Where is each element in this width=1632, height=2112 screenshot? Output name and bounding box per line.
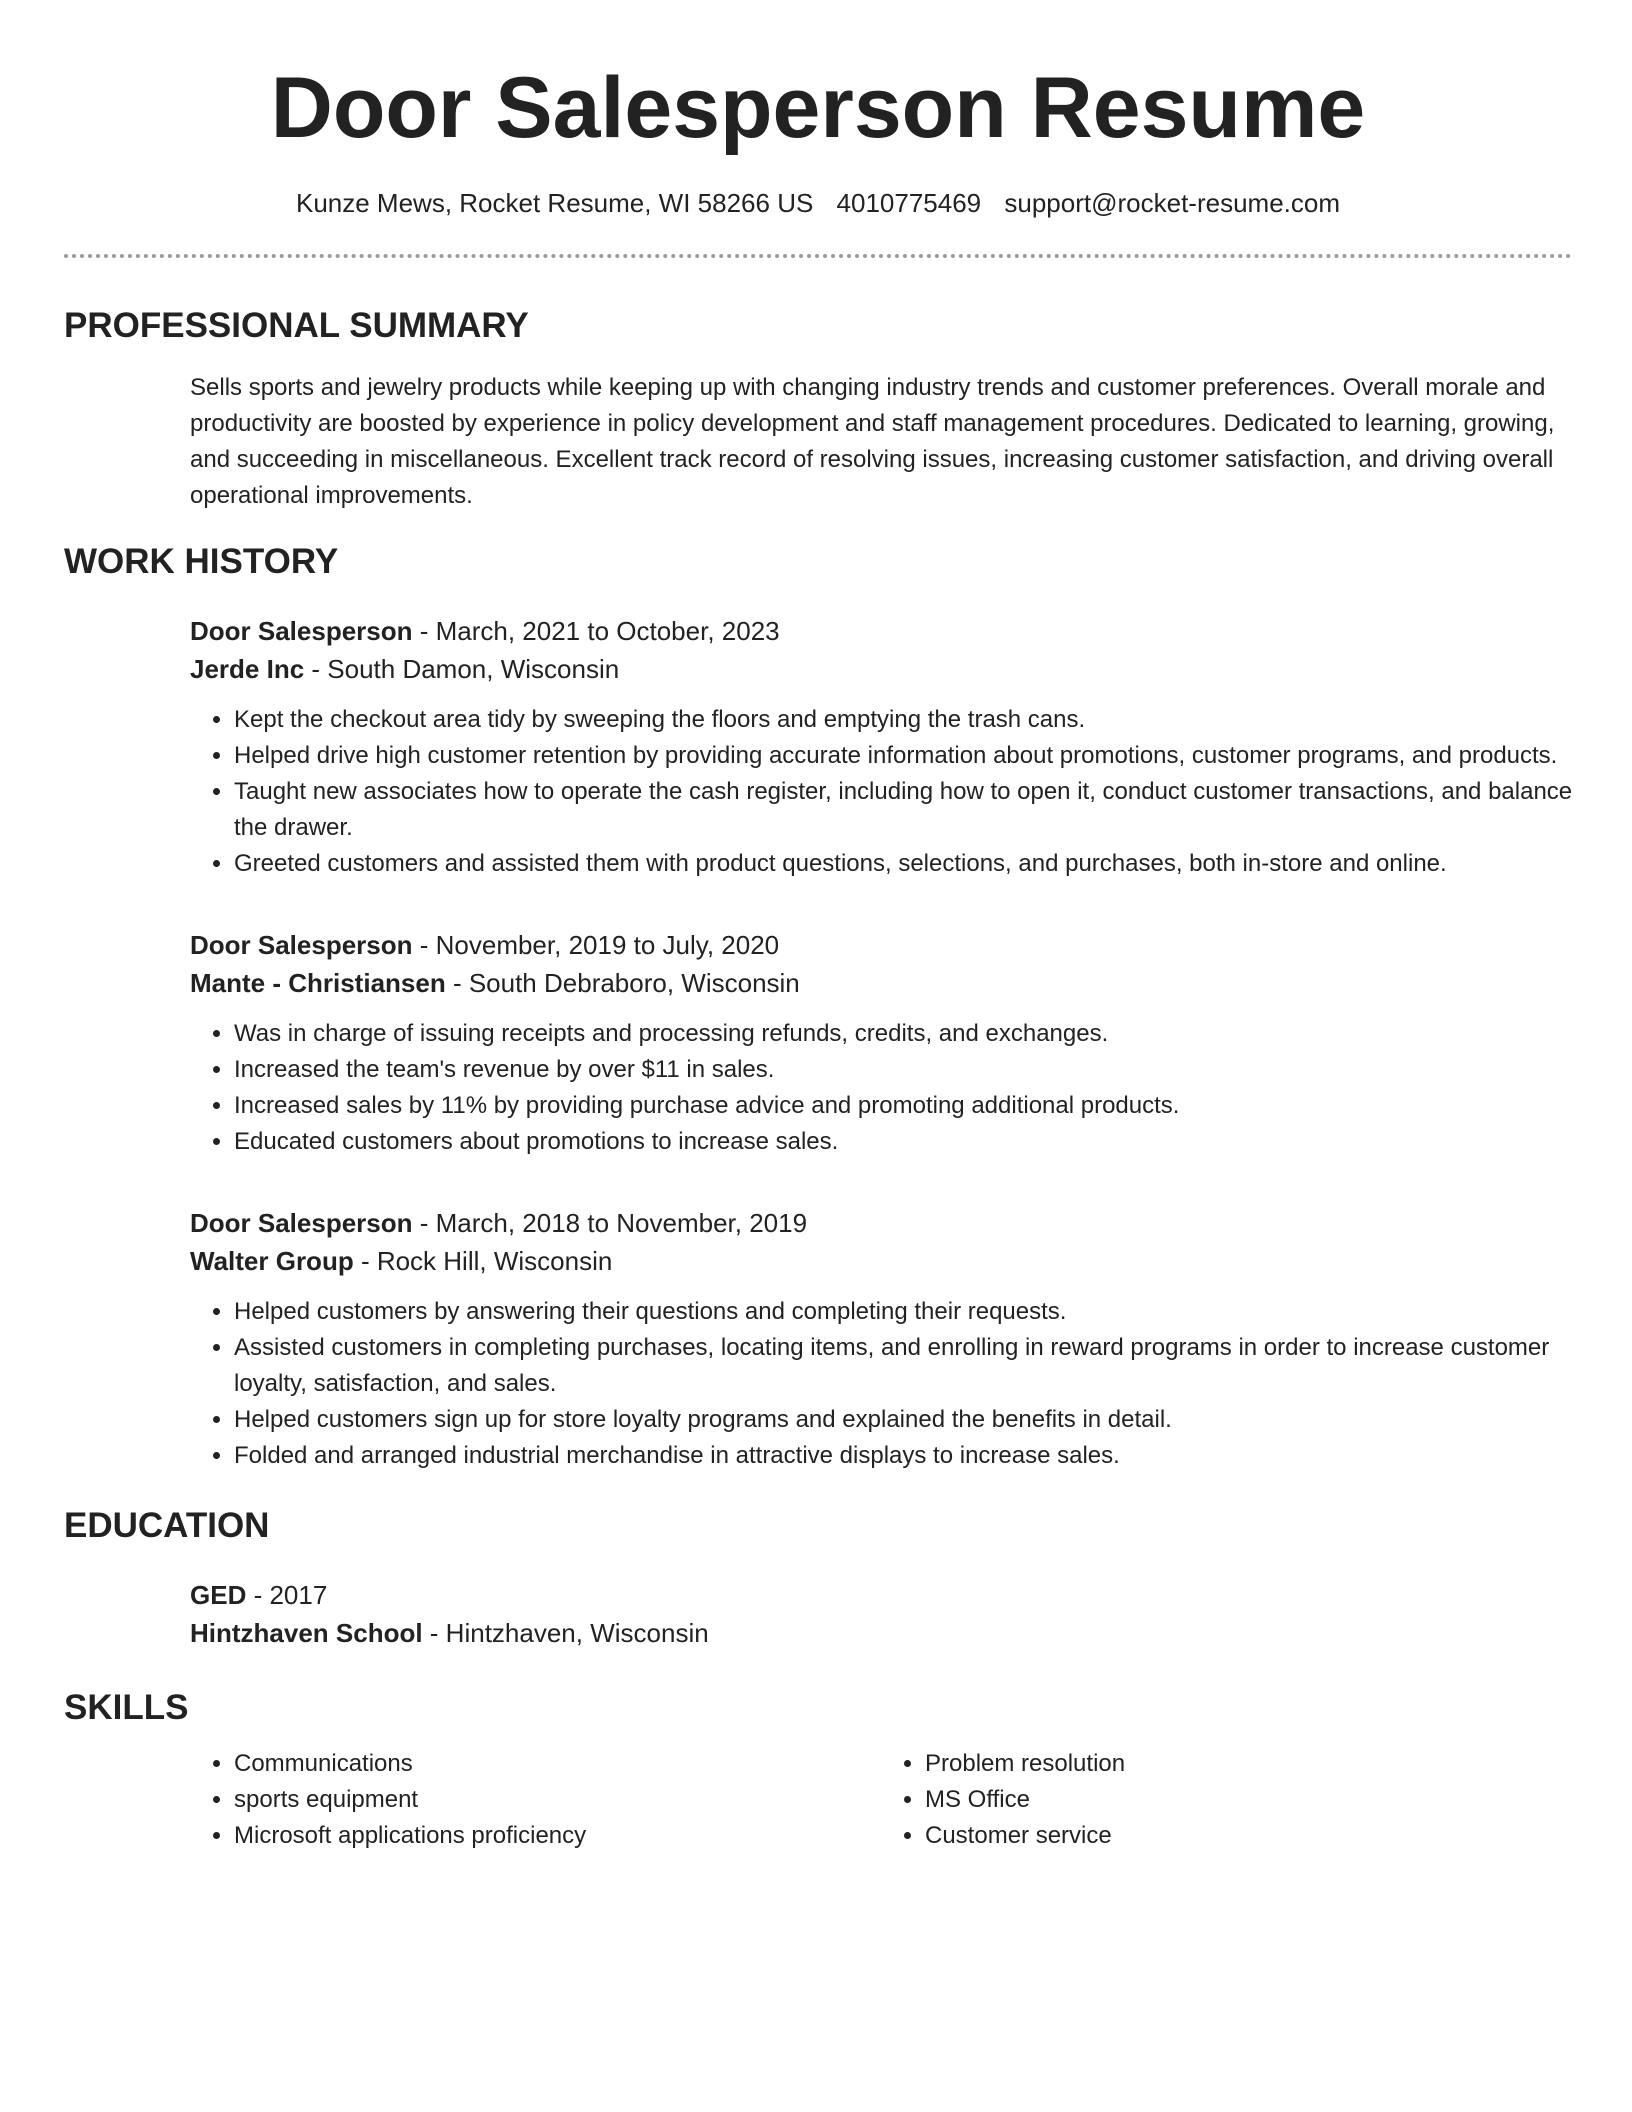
summary-heading: PROFESSIONAL SUMMARY	[64, 306, 529, 345]
degree: GED	[190, 1580, 247, 1610]
list-item: • Customer service	[925, 1818, 1572, 1854]
job-role-line	[190, 926, 1572, 964]
skills-column-right	[881, 1746, 1572, 1854]
header-divider	[64, 254, 1572, 258]
list-item: • Increased sales by 11% by providing purchase advice and promoting additional products.	[234, 1088, 1574, 1124]
list-item: • Kept the checkout area tidy by sweeping the floors and emptying the trash cans.	[234, 702, 1574, 738]
list-item: • Greeted customers and assisted them with product questions, selections, and purchases, both in-store and online.	[234, 846, 1574, 882]
school-location: - Hintzhaven, Wisconsin	[422, 1618, 709, 1648]
list-item: • Helped customers by answering their questions and completing their requests.	[234, 1294, 1574, 1330]
education-heading: EDUCATION	[64, 1506, 270, 1545]
list-item: • Problem resolution	[925, 1746, 1572, 1782]
job-dates: - November, 2019 to July, 2020	[412, 930, 780, 960]
job-location: - South Debraboro, Wisconsin	[445, 968, 800, 998]
degree-year: - 2017	[246, 1580, 328, 1610]
work-history-heading: WORK HISTORY	[64, 542, 339, 581]
list-item: • Increased the team's revenue by over $11 in sales.	[234, 1052, 1574, 1088]
contact-phone: 4010775469	[836, 188, 982, 218]
job-dates: - March, 2018 to November, 2019	[412, 1208, 808, 1238]
list-item: • Assisted customers in completing purchases, locating items, and enrolling in reward programs in order to increase customer loyalty, satisfaction, and sales.	[234, 1330, 1574, 1402]
job-entry	[190, 926, 1572, 1160]
contact-email: support@rocket-resume.com	[1004, 188, 1341, 218]
list-item: • Taught new associates how to operate the cash register, including how to open it, conduct customer transactions, and balance the drawer.	[234, 774, 1574, 846]
school-line	[190, 1614, 1572, 1652]
degree-line	[190, 1576, 1572, 1614]
resume-page	[64, 0, 1572, 1854]
resume-title: Door Salesperson Resume	[270, 60, 1366, 156]
list-item: • Was in charge of issuing receipts and processing refunds, credits, and exchanges.	[234, 1016, 1574, 1052]
job-company: Walter Group	[190, 1246, 354, 1276]
contact-line	[64, 186, 1572, 220]
job-role: Door Salesperson	[190, 930, 413, 960]
job-bullets	[190, 1294, 1574, 1474]
job-company-line	[190, 1242, 1572, 1280]
list-item: • Microsoft applications proficiency	[234, 1818, 881, 1854]
job-location: - South Damon, Wisconsin	[304, 654, 620, 684]
list-item: • Communications	[234, 1746, 881, 1782]
list-item: • Helped customers sign up for store loyalty programs and explained the benefits in detail.	[234, 1402, 1574, 1438]
education-entry	[190, 1576, 1572, 1652]
job-bullets	[190, 1016, 1574, 1160]
job-role: Door Salesperson	[190, 1208, 413, 1238]
job-role: Door Salesperson	[190, 616, 413, 646]
job-dates: - March, 2021 to October, 2023	[412, 616, 780, 646]
job-company: Jerde Inc	[190, 654, 305, 684]
job-company: Mante - Christiansen	[190, 968, 446, 998]
job-entry	[190, 1204, 1572, 1474]
list-item: • Folded and arranged industrial merchandise in attractive displays to increase sales.	[234, 1438, 1574, 1474]
skills-heading: SKILLS	[64, 1688, 189, 1727]
list-item: • sports equipment	[234, 1782, 881, 1818]
job-bullets	[190, 702, 1574, 882]
skills-column-left	[190, 1746, 881, 1854]
job-location: - Rock Hill, Wisconsin	[353, 1246, 613, 1276]
job-entry	[190, 612, 1572, 882]
list-item: • Helped drive high customer retention by providing accurate information about promotions, customer programs, and products.	[234, 738, 1574, 774]
job-company-line	[190, 964, 1572, 1002]
summary-text: Sells sports and jewelry products while keeping up with changing industry trends and customer preferences. Overall morale and productivity are boosted by experience in policy development and staff management procedures. Dedicated to learning, growing, and succeeding in miscellaneous. Excellent track record of resolving issues, increasing customer satisfaction, and driving overall operational improvements.	[190, 374, 1555, 509]
job-role-line	[190, 1204, 1572, 1242]
list-item: • Educated customers about promotions to increase sales.	[234, 1124, 1574, 1160]
skills-list	[190, 1746, 1572, 1854]
school-name: Hintzhaven School	[190, 1618, 423, 1648]
job-role-line	[190, 612, 1572, 650]
list-item: • MS Office	[925, 1782, 1572, 1818]
contact-address: Kunze Mews, Rocket Resume, WI 58266 US	[295, 188, 814, 218]
job-company-line	[190, 650, 1572, 688]
